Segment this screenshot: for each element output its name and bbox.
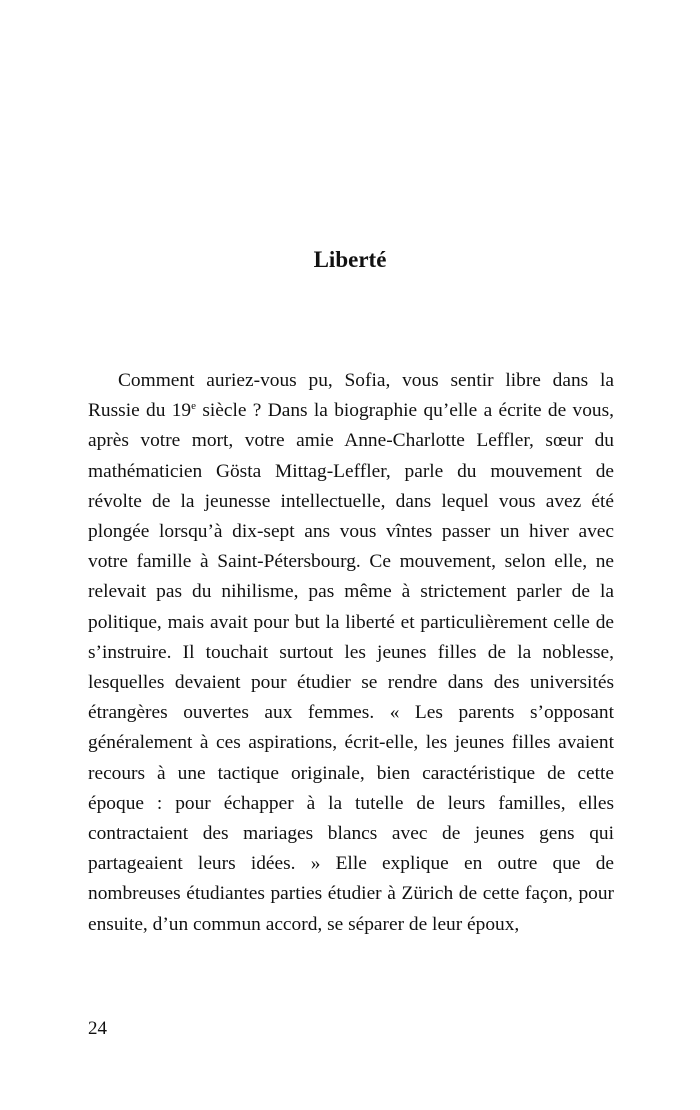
page-number: 24 bbox=[88, 1018, 107, 1039]
paragraph-text-part1: Comment auriez-vous pu, Sofia, vous sentir libre dans la Russie du 19 bbox=[88, 370, 614, 422]
body-paragraph bbox=[88, 366, 614, 940]
century-superscript: e bbox=[191, 400, 197, 413]
paragraph-text-part2: siècle ? Dans la biographie qu’elle a écrite de vous, après votre mort, votre amie Anne-Charlotte Leffler, sœur du mathématicien Gösta Mittag-Leffler, parle du mouvement de révolte de la jeunesse intellectuelle, dans lequel vous avez été plongée lorsqu’à dix-sept ans vous vîntes passer un hiver avec votre famille à Saint-Pétersbourg. Ce mouvement, selon elle, ne relevait pas du nihilisme, pas même à strictement parler de la politique, mais avait pour but la liberté et particulièrement celle de s’instruire. Il touchait surtout les jeunes filles de la noblesse, lesquelles devaient pour étudier se rendre dans des universités étrangères ouvertes aux femmes. « Les parents s’opposant généralement à ces aspirations, écrit-elle, les jeunes filles avaient recours à une tactique originale, bien caractéristique de cette époque : pour échapper à la tutelle de leurs familles, elles contractaient des mariages blancs avec de jeunes gens qui partageaient leurs idées. » Elle explique en outre que de nombreuses étudiantes parties étudier à Zürich de cette façon, pour ensuite, d’un commun accord, se séparer de leur époux, bbox=[88, 400, 614, 935]
chapter-title: Liberté bbox=[313, 247, 387, 272]
